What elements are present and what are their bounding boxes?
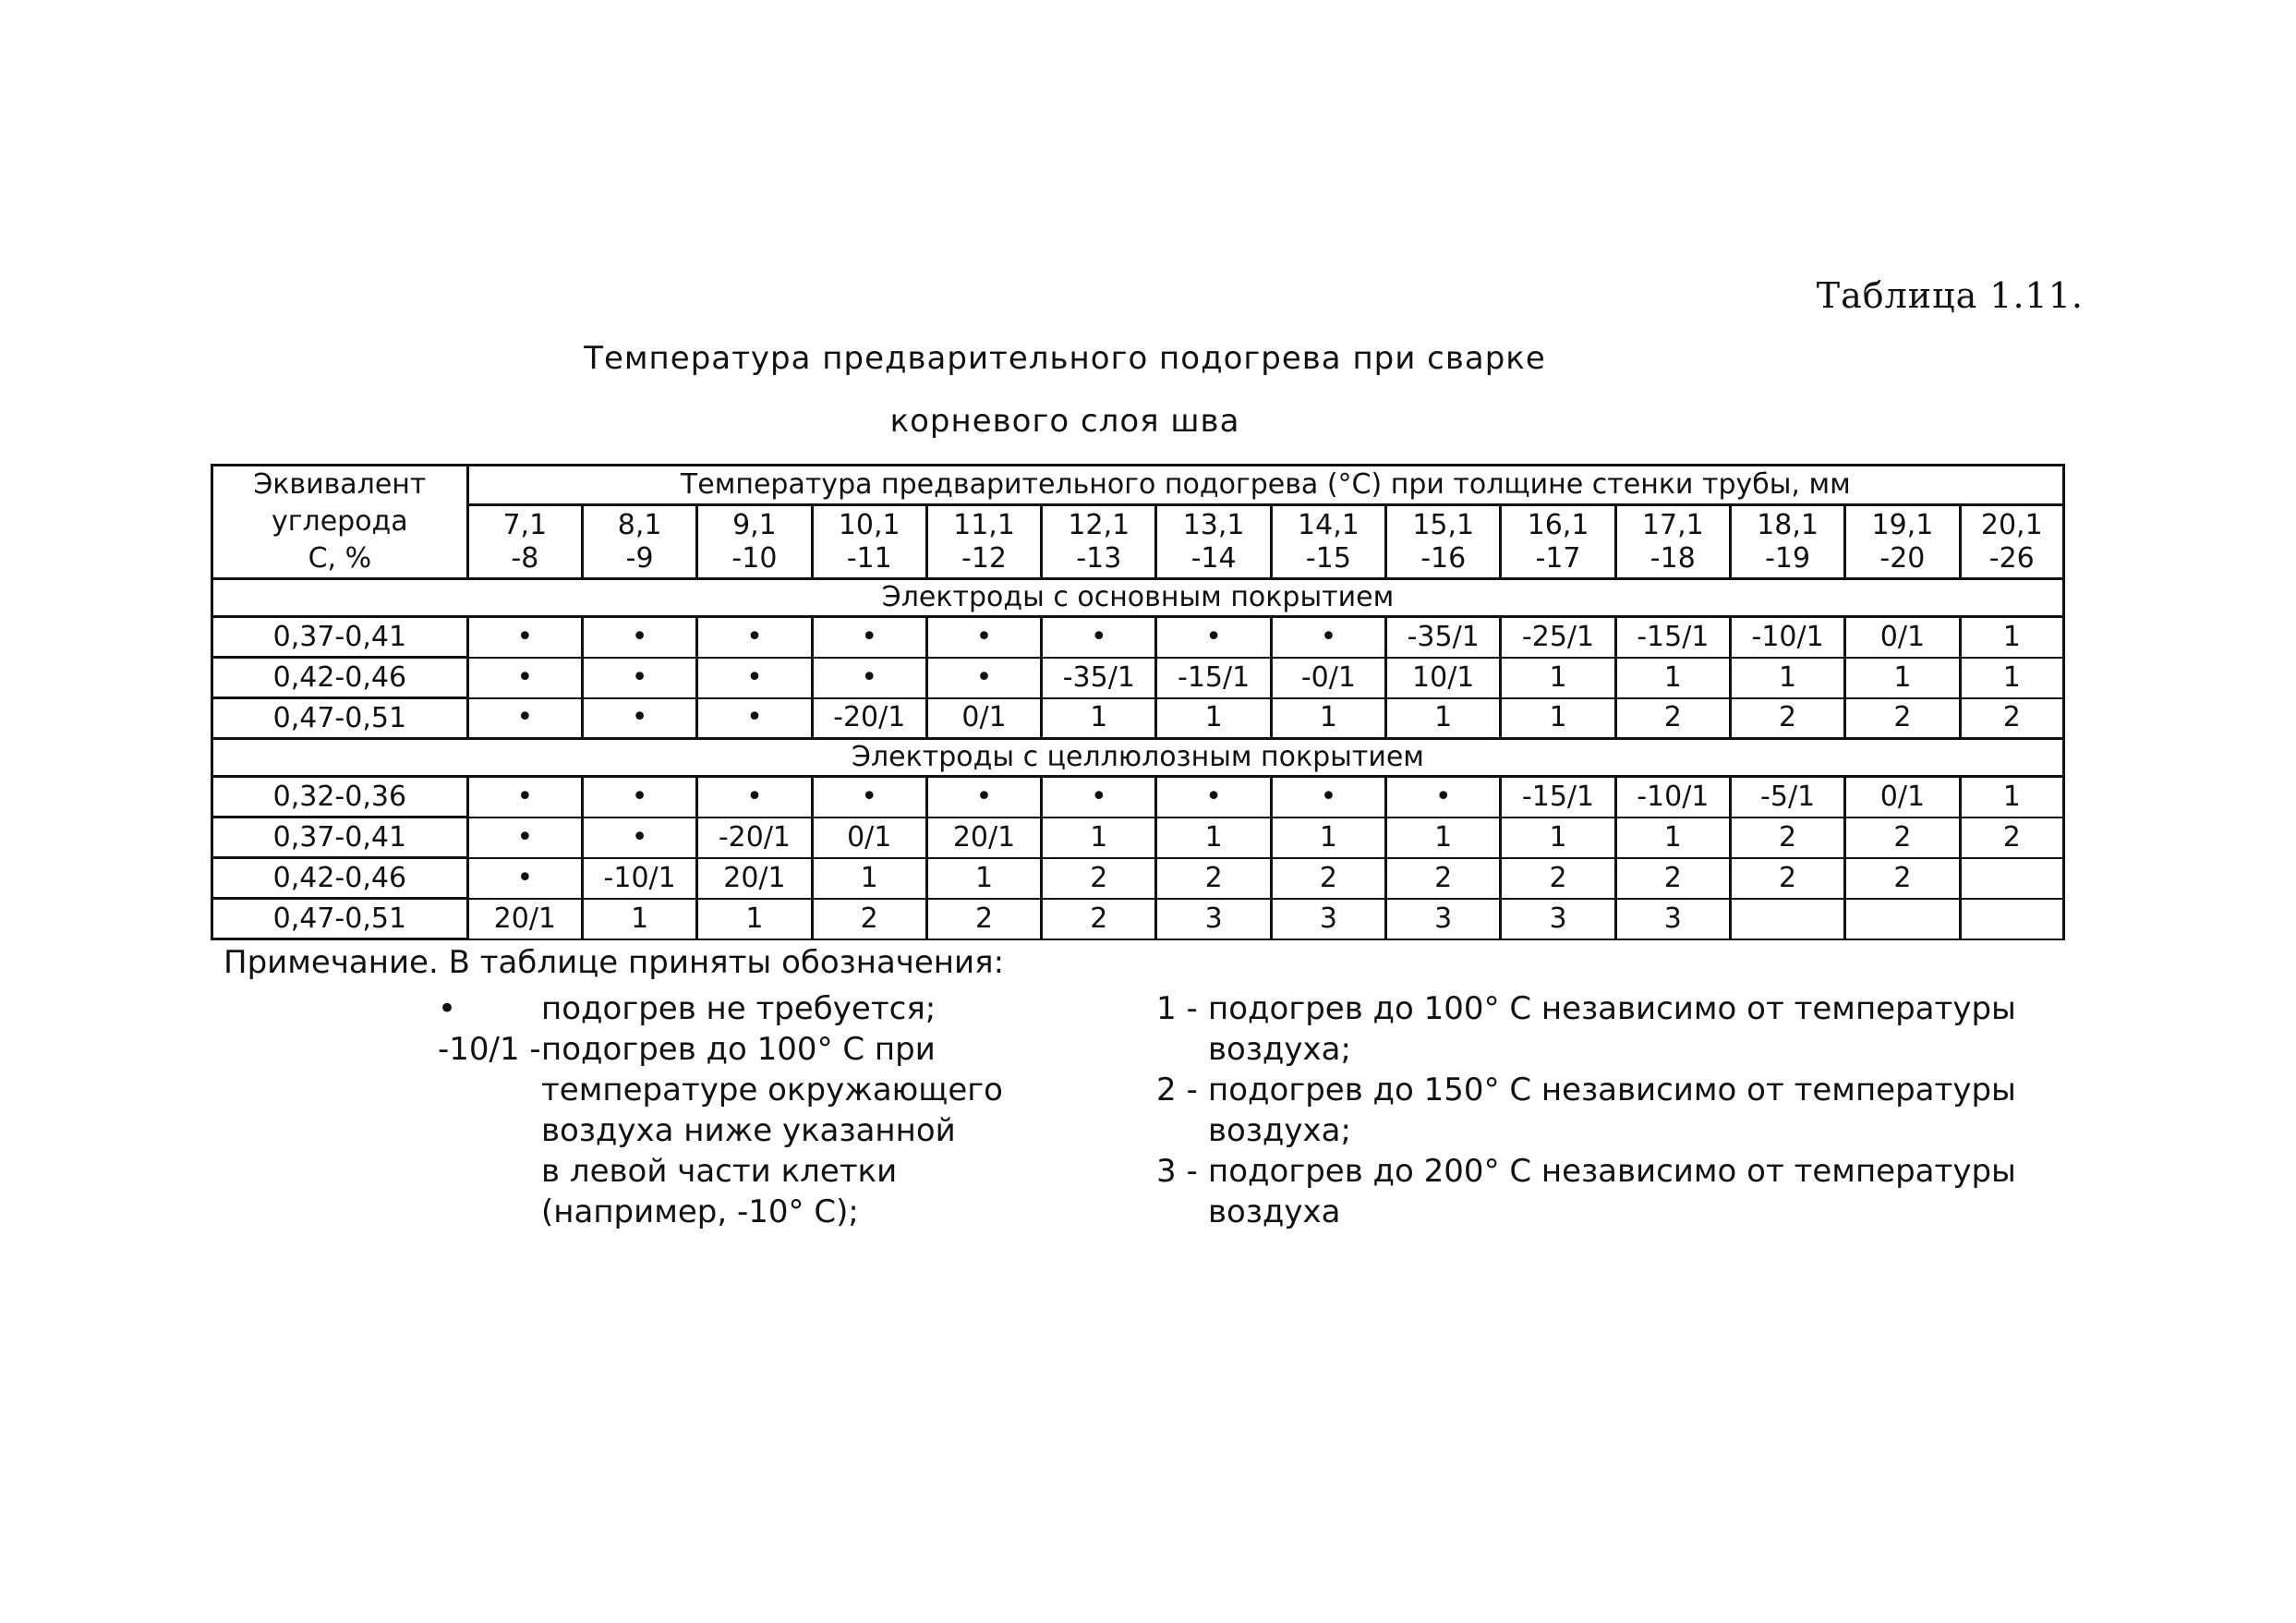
note-symbol <box>438 1070 541 1110</box>
preheat-value-cell: 1 <box>926 858 1041 899</box>
preheat-value-cell: 20/1 <box>697 858 812 899</box>
preheat-value-cell: • <box>1156 617 1271 658</box>
table-title-line-1: Температура предварительного подогрева при сварке <box>584 340 1546 377</box>
preheat-value-cell: -20/1 <box>697 818 812 858</box>
preheat-value-cell: -15/1 <box>1615 617 1730 658</box>
preheat-value-cell: 1 <box>1615 658 1730 698</box>
thickness-from: 14,1 <box>1298 508 1359 541</box>
note-symbol: 3 - <box>1156 1153 1198 1190</box>
note-item-line <box>438 1029 1084 1070</box>
thickness-column-header <box>926 505 1041 579</box>
preheat-value-cell: 1 <box>1042 698 1156 739</box>
thickness-to: -12 <box>961 541 1008 575</box>
thickness-column-header <box>1845 505 1960 579</box>
thickness-column-header <box>467 505 582 579</box>
preheat-value-cell: 3 <box>1156 899 1271 939</box>
thickness-column-header <box>1271 505 1385 579</box>
note-item-line <box>1156 1151 2080 1192</box>
preheat-value-cell: -15/1 <box>1156 658 1271 698</box>
thickness-to: -26 <box>1988 541 2035 575</box>
thickness-from: 18,1 <box>1757 508 1819 541</box>
preheat-value-cell: 2 <box>1845 858 1960 899</box>
thickness-from: 16,1 <box>1527 508 1589 541</box>
preheat-value-cell: • <box>1042 777 1156 818</box>
carbon-equivalent-cell: 0,32-0,36 <box>212 777 468 818</box>
carbon-equivalent-cell: 0,47-0,51 <box>212 899 468 939</box>
thickness-from: 12,1 <box>1068 508 1130 541</box>
thickness-to: -10 <box>731 541 778 575</box>
preheat-value-cell: 2 <box>1386 858 1501 899</box>
carbon-equivalent-cell: 0,47-0,51 <box>212 698 468 739</box>
preheat-value-cell: • <box>582 818 696 858</box>
preheat-value-cell: 1 <box>697 899 812 939</box>
preheat-value-cell: • <box>467 858 582 899</box>
preheat-value-cell: 1 <box>1960 777 2063 818</box>
note-symbol: 1 - <box>1156 990 1198 1027</box>
note-legend-right <box>1156 988 2080 1232</box>
table-row <box>212 698 2064 739</box>
note-item-line <box>1156 1110 2080 1151</box>
preheat-value-cell: 0/1 <box>1845 777 1960 818</box>
preheat-value-cell: • <box>1042 617 1156 658</box>
note-item-line <box>438 1070 1084 1110</box>
note-item-line <box>1156 988 2080 1029</box>
preheat-value-cell: 2 <box>1156 858 1271 899</box>
preheat-value-cell: 1 <box>1386 818 1501 858</box>
preheat-value-cell: 1 <box>1615 818 1730 858</box>
preheat-value-cell: • <box>812 777 926 818</box>
preheat-value-cell: 1 <box>812 858 926 899</box>
thickness-to: -9 <box>625 541 654 575</box>
note-text: воздуха <box>1208 1193 1341 1230</box>
thickness-column-header <box>582 505 696 579</box>
preheat-value-cell: 2 <box>1730 818 1844 858</box>
preheat-value-cell: • <box>1271 777 1385 818</box>
section-title: Электроды с основным покрытием <box>212 579 2064 617</box>
note-item-line <box>1156 1070 2080 1110</box>
preheat-value-cell: 2 <box>1615 858 1730 899</box>
preheat-value-cell <box>1960 899 2063 939</box>
thickness-from: 17,1 <box>1641 508 1704 541</box>
carbon-equivalent-cell: 0,37-0,41 <box>212 818 468 858</box>
preheat-value-cell: -10/1 <box>1730 617 1844 658</box>
preheat-value-cell: -0/1 <box>1271 658 1385 698</box>
carbon-equivalent-cell: 0,42-0,46 <box>212 658 468 698</box>
preheat-value-cell: 1 <box>1042 818 1156 858</box>
thickness-main-header: Температура предварительного подогрева (°С) при толщине стенки трубы, мм <box>467 466 2063 505</box>
note-text: подогрев до 100° С при <box>541 1031 936 1068</box>
thickness-column-header <box>1730 505 1844 579</box>
preheat-value-cell: • <box>467 658 582 698</box>
thickness-to: -16 <box>1420 541 1467 575</box>
note-item-line <box>438 1151 1084 1192</box>
carbon-equivalent-cell: 0,42-0,46 <box>212 858 468 899</box>
preheat-value-cell: 1 <box>1386 698 1501 739</box>
preheat-value-cell: 0/1 <box>812 818 926 858</box>
note-symbol <box>1156 1110 1208 1151</box>
preheat-value-cell: • <box>812 617 926 658</box>
carbon-header-line-2: углерода <box>272 505 408 538</box>
preheat-value-cell: 1 <box>1960 658 2063 698</box>
preheat-value-cell: -5/1 <box>1730 777 1844 818</box>
note-text: в левой части клетки <box>541 1153 898 1190</box>
carbon-equivalent-header <box>212 466 468 579</box>
preheat-value-cell: • <box>1271 617 1385 658</box>
preheat-value-cell: 20/1 <box>467 899 582 939</box>
preheat-value-cell: -35/1 <box>1042 658 1156 698</box>
preheat-value-cell: 2 <box>1845 698 1960 739</box>
note-symbol <box>438 1151 541 1192</box>
preheat-value-cell: 1 <box>1501 698 1615 739</box>
note-item-line <box>438 1110 1084 1151</box>
thickness-from: 7,1 <box>502 508 548 541</box>
table-number: Таблица 1.11. <box>1816 275 2084 316</box>
preheat-value-cell: • <box>697 617 812 658</box>
preheat-value-cell: 1 <box>1156 818 1271 858</box>
thickness-to: -18 <box>1649 541 1696 575</box>
note-symbol: • <box>438 990 457 1027</box>
table-title-line-2: корневого слоя шва <box>889 403 1240 440</box>
preheat-value-cell: • <box>582 658 696 698</box>
thickness-column-header <box>697 505 812 579</box>
thickness-column-header <box>1042 505 1156 579</box>
thickness-from: 15,1 <box>1412 508 1475 541</box>
preheat-value-cell: • <box>582 777 696 818</box>
table-row <box>212 617 2064 658</box>
note-text: подогрев до 200° С независимо от температуры <box>1208 1153 2016 1190</box>
preheat-value-cell: 2 <box>1730 698 1844 739</box>
preheat-value-cell: • <box>1156 777 1271 818</box>
thickness-from: 20,1 <box>1980 508 2043 541</box>
preheat-value-cell: 3 <box>1271 899 1385 939</box>
note-legend-left <box>438 988 1084 1232</box>
carbon-header-line-3: С, % <box>308 542 372 575</box>
preheat-value-cell: • <box>697 777 812 818</box>
note-text: температуре окружающего <box>541 1072 1003 1108</box>
preheat-value-cell: 1 <box>1845 658 1960 698</box>
preheat-value-cell: 2 <box>1845 818 1960 858</box>
note-symbol: -10/1 - <box>438 1031 541 1068</box>
carbon-header-line-1: Эквивалент <box>253 468 427 501</box>
thickness-from: 10,1 <box>838 508 900 541</box>
preheat-value-cell: 3 <box>1501 899 1615 939</box>
note-text: подогрев до 150° С независимо от температуры <box>1208 1072 2016 1108</box>
preheat-value-cell: 2 <box>1271 858 1385 899</box>
note-text: подогрев не требуется; <box>541 990 937 1027</box>
thickness-column-header <box>1386 505 1501 579</box>
thickness-from: 8,1 <box>617 508 662 541</box>
preheat-value-cell: 1 <box>1501 818 1615 858</box>
thickness-to: -11 <box>846 541 892 575</box>
thickness-from: 11,1 <box>953 508 1015 541</box>
preheat-value-cell: 2 <box>1615 698 1730 739</box>
preheat-value-cell: 1 <box>1271 818 1385 858</box>
preheat-value-cell: -15/1 <box>1501 777 1615 818</box>
preheat-value-cell: 20/1 <box>926 818 1041 858</box>
thickness-column-header <box>1501 505 1615 579</box>
table-row <box>212 899 2064 939</box>
preheat-value-cell: 2 <box>1960 818 2063 858</box>
preheat-value-cell: 1 <box>1730 658 1844 698</box>
note-symbol <box>438 1192 541 1232</box>
preheat-value-cell: • <box>1386 777 1501 818</box>
preheat-value-cell: -35/1 <box>1386 617 1501 658</box>
preheat-value-cell: 1 <box>1156 698 1271 739</box>
thickness-from: 13,1 <box>1182 508 1245 541</box>
preheat-table <box>211 464 2065 940</box>
thickness-from: 9,1 <box>732 508 777 541</box>
thickness-to: -19 <box>1765 541 1811 575</box>
preheat-value-cell: -20/1 <box>812 698 926 739</box>
thickness-column-header <box>1615 505 1730 579</box>
preheat-value-cell: • <box>926 617 1041 658</box>
preheat-value-cell: 3 <box>1386 899 1501 939</box>
preheat-value-cell <box>1730 899 1844 939</box>
preheat-value-cell: • <box>812 658 926 698</box>
preheat-value-cell: • <box>467 698 582 739</box>
thickness-column-header <box>1960 505 2063 579</box>
note-item-line <box>438 988 1084 1029</box>
table-row <box>212 658 2064 698</box>
table-row <box>212 858 2064 899</box>
preheat-value-cell: 3 <box>1615 899 1730 939</box>
preheat-value-cell <box>1845 899 1960 939</box>
carbon-equivalent-cell: 0,37-0,41 <box>212 617 468 658</box>
note-text: воздуха ниже указанной <box>541 1112 956 1149</box>
preheat-value-cell: • <box>582 617 696 658</box>
preheat-value-cell: • <box>926 777 1041 818</box>
preheat-value-cell: • <box>697 658 812 698</box>
note-symbol <box>1156 1029 1208 1070</box>
thickness-to: -15 <box>1305 541 1351 575</box>
preheat-value-cell: • <box>467 777 582 818</box>
preheat-value-cell: -10/1 <box>1615 777 1730 818</box>
note-symbol <box>1156 1192 1208 1232</box>
note-symbol <box>438 1110 541 1151</box>
section-title: Электроды с целлюлозным покрытием <box>212 739 2064 777</box>
thickness-column-header <box>812 505 926 579</box>
thickness-to: -13 <box>1076 541 1122 575</box>
note-item-line <box>1156 1029 2080 1070</box>
note-text: воздуха; <box>1208 1031 1351 1068</box>
preheat-value-cell: 0/1 <box>926 698 1041 739</box>
preheat-value-cell: 2 <box>1042 858 1156 899</box>
preheat-value-cell: • <box>467 818 582 858</box>
note-item-line <box>1156 1192 2080 1232</box>
preheat-value-cell: 1 <box>582 899 696 939</box>
thickness-to: -20 <box>1879 541 1926 575</box>
thickness-to: -8 <box>511 541 539 575</box>
preheat-value-cell: 2 <box>926 899 1041 939</box>
preheat-value-cell: 10/1 <box>1386 658 1501 698</box>
preheat-value-cell: • <box>582 698 696 739</box>
thickness-to: -17 <box>1535 541 1581 575</box>
preheat-value-cell: 1 <box>1271 698 1385 739</box>
preheat-value-cell: • <box>926 658 1041 698</box>
note-symbol: 2 - <box>1156 1072 1198 1108</box>
thickness-from: 19,1 <box>1871 508 1934 541</box>
preheat-value-cell: 0/1 <box>1845 617 1960 658</box>
preheat-value-cell: 2 <box>1730 858 1844 899</box>
preheat-value-cell: -10/1 <box>582 858 696 899</box>
preheat-value-cell: 1 <box>1960 617 2063 658</box>
table-row <box>212 777 2064 818</box>
note-title: Примечание. В таблице приняты обозначения: <box>224 944 1005 981</box>
thickness-to: -14 <box>1190 541 1237 575</box>
preheat-value-cell: 1 <box>1501 658 1615 698</box>
preheat-value-cell: 2 <box>1042 899 1156 939</box>
table-row <box>212 818 2064 858</box>
preheat-value-cell: -25/1 <box>1501 617 1615 658</box>
preheat-value-cell: • <box>467 617 582 658</box>
note-text: подогрев до 100° С независимо от температуры <box>1208 990 2016 1027</box>
preheat-value-cell: 2 <box>1501 858 1615 899</box>
note-text: воздуха; <box>1208 1112 1351 1149</box>
note-item-line <box>438 1192 1084 1232</box>
preheat-value-cell <box>1960 858 2063 899</box>
preheat-value-cell: • <box>697 698 812 739</box>
preheat-value-cell: 2 <box>1960 698 2063 739</box>
note-text: (например, -10° С); <box>541 1193 859 1230</box>
thickness-column-header <box>1156 505 1271 579</box>
preheat-value-cell: 2 <box>812 899 926 939</box>
